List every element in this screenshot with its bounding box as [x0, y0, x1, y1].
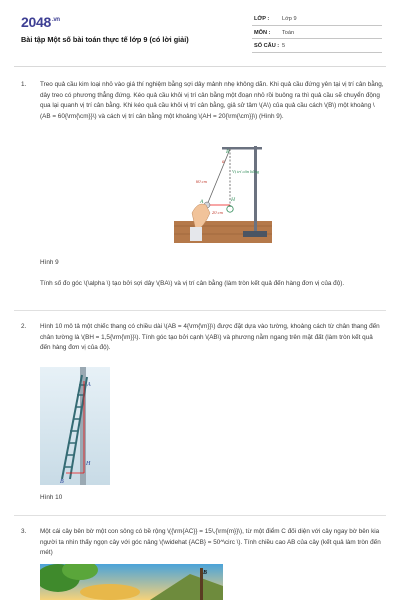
- label-equilibrium: Vị trí cân bằng: [232, 169, 260, 174]
- pendulum-string: [207, 149, 230, 205]
- question-text: Hình 10 mô tả một chiếc thang có chiều dài \(AB = 4{\rm{\m}}\) được đặt dựa vào tường, khoảng cách từ chân thang đến chân tường là \(BH = 1,5{\rm{\m}}\). Tính góc tạo bởi cạnh \(AB\) và phương nằm ngang trên mặt đất (làm tròn kết quả đến hàng đơn vị của độ).: [40, 323, 380, 351]
- question-text: Một cái cây bên bờ một con sông có bề rộng \({\rm{AC}} = 15\,{\rm{m}}\), từ một điểm C đối diện với cây ngay bờ bên kia người ta nhìn thấy ngọn cây với góc nâng \(\widehat {ACB} = 50^\circ \). Tính chiều cao AB của cây (kết quả làm tròn đến mét): [40, 528, 381, 556]
- stand-pole: [254, 146, 257, 234]
- document-title: Bài tập Một số bài toán thực tế lớp 9 (có lời giải): [21, 35, 189, 44]
- meta-value: Lớp 9: [282, 16, 297, 22]
- question-task-text: Tính số đo góc \(\alpha \) tạo bởi sợi dây \(BA\) và vị trí cân bằng (làm tròn kết quả đến hàng đơn vị của độ).: [40, 280, 345, 287]
- label-h: H: [86, 461, 91, 467]
- site-logo[interactable]: $2048^{.vn}$: [21, 14, 60, 30]
- label-a: A: [87, 382, 91, 388]
- label-20cm: 20 cm: [212, 210, 223, 215]
- page-header: [0, 0, 400, 62]
- sleeve-illustration: [190, 227, 202, 241]
- meta-table: [252, 12, 382, 53]
- figure-10-ladder: [40, 367, 110, 485]
- stand-base: [243, 231, 267, 237]
- meta-key: MÔN :: [254, 29, 271, 36]
- meta-value: 5: [282, 43, 286, 49]
- question-number: 1.: [21, 81, 27, 88]
- figure-9-pendulum: [172, 143, 282, 248]
- label-b: B: [203, 570, 208, 576]
- figure-caption: Hình 9: [40, 259, 59, 266]
- label-alpha: α: [222, 160, 225, 165]
- label-a: A: [200, 199, 204, 205]
- label-b: B: [60, 479, 64, 485]
- figure-caption: Hình 10: [40, 494, 63, 501]
- meta-value: Toán: [282, 29, 295, 36]
- question-text: Treo quả cầu kim loại nhỏ vào giá thí nghiệm bằng sợi dây mảnh nhẹ không dãn. Khi quả cầu đứng yên tại vị trí cân bằng, dây treo có phương thẳng đứng. Kéo quả cầu khỏi vị trí cân bằng một đoạn nhỏ rồi buông ra thì quả cầu sẽ chuyển động qua lại quanh vị trí cân bằng. Khi kéo quả cầu khỏi vị trí cân bằng, giả sử tâm \(A\) của quả cầu cách \(B\) một khoảng \(AB = 60{\rm{\cm}}\) và cách vị trí cân bằng một khoảng \(AH = 20{\rm{\cm}}\) (Hình 9).: [40, 81, 384, 120]
- label-b: B: [226, 149, 230, 155]
- label-h: H: [231, 197, 235, 203]
- meta-key: LỚP :: [254, 16, 270, 22]
- label-60cm: 60 cm: [196, 179, 207, 184]
- meta-row-subject: [252, 26, 382, 40]
- meta-row-count: [252, 39, 382, 53]
- sun-glow: [80, 584, 140, 600]
- question-divider: [14, 515, 386, 516]
- question-divider: [14, 310, 386, 311]
- figure-background: [40, 367, 110, 485]
- question-number: 2.: [21, 323, 27, 330]
- question-number: 3.: [21, 528, 27, 535]
- figure-tree-river: [40, 564, 223, 600]
- meta-key: SỐ CÂU :: [254, 43, 280, 49]
- header-divider: [14, 66, 386, 67]
- meta-row-grade: [252, 12, 382, 26]
